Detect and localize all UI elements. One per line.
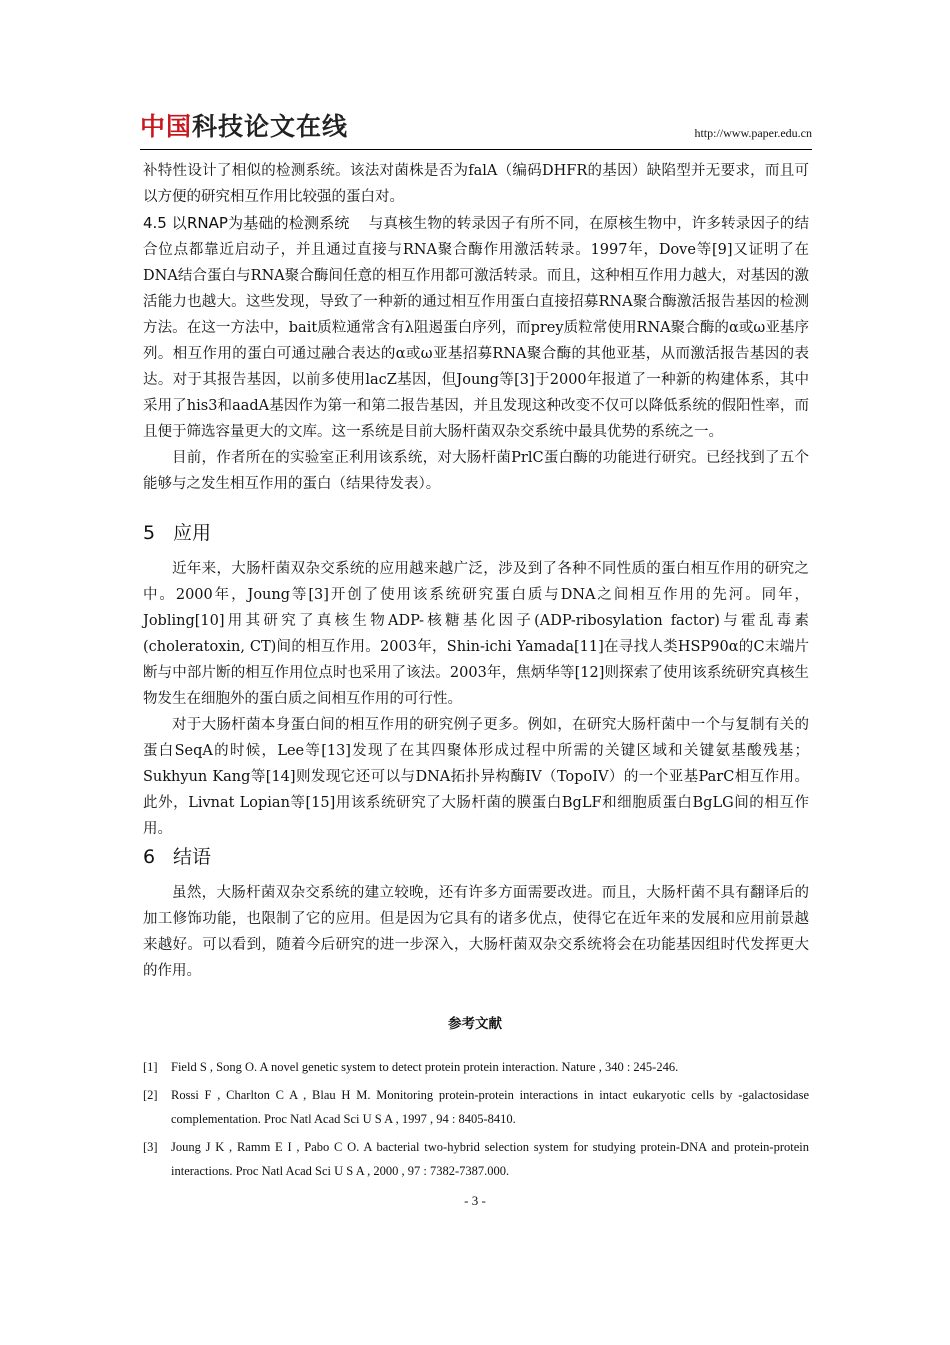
header-url[interactable]: http://www.paper.edu.cn: [694, 126, 812, 140]
body-block-3: [143, 880, 809, 984]
page-number: - 3 -: [464, 1193, 486, 1208]
reference-number: [2]: [143, 1088, 158, 1102]
journal-logo: [140, 112, 348, 142]
body-block-1: [143, 158, 809, 497]
subsection-heading-4-5: 4.5 以RNAP为基础的检测系统: [143, 214, 350, 232]
reference-item: [143, 1135, 809, 1183]
reference-text: Rossi F , Charlton C A , Blau H M. Monitoring protein-protein interactions in intact eukaryotic cells by -galactosidase complementation. Proc Natl Acad Sci U S A , 1997 , 94 : 8405-8410.: [171, 1088, 809, 1126]
section-number: 5: [143, 522, 156, 544]
references-title: 参考文献: [448, 1016, 502, 1032]
reference-number: [3]: [143, 1140, 158, 1154]
header-rule: [140, 149, 812, 150]
paragraph-application-2: 对于大肠杆菌本身蛋白间的相互作用的研究例子更多。例如，在研究大肠杆菌中一个与复制有关的蛋白SeqA的时候，Lee等[13]发现了在其四聚体形成过程中所需的关键区域和关键氨基酸残基；Sukhyun Kang等[14]则发现它还可以与DNA拓扑异构酶IV（TopoIV）的一个亚基ParC相互作用。此外，Livnat Lopian等[15]用该系统研究了大肠杆菌的膜蛋白BgLF和细胞质蛋白BgLG间的相互作用。: [143, 717, 809, 837]
body-block-2: [143, 556, 809, 842]
reference-text: Field S , Song O. A novel genetic system to detect protein protein interaction. Nature , 340 : 245-246.: [171, 1060, 679, 1074]
paragraph-lab: 目前，作者所在的实验室正利用该系统，对大肠杆菌PrlC蛋白酶的功能进行研究。已经找到了五个能够与之发生相互作用的蛋白（结果待发表）。: [143, 450, 809, 492]
logo-red-text: 中国: [140, 112, 193, 141]
section-heading-6: [143, 844, 211, 870]
paragraph-4-5-text: 与真核生物的转录因子有所不同，在原核生物中，许多转录因子的结合位点都靠近启动子，并且通过直接与RNA聚合酶作用激活转录。1997年，Dove等[9]又证明了在DNA结合蛋白与RNA聚合酶间任意的相互作用都可激活转录。而且，这种相互作用力越大，对基因的激活能力也越大。这些发现，导致了一种新的通过相互作用蛋白直接招募RNA聚合酶激活报告基因的检测方法。在这一方法中，bait质粒通常含有λ阻遏蛋白序列，而prey质粒常使用RNA聚合酶的α或ω亚基序列。相互作用的蛋白可通过融合表达的α或ω亚基招募RNA聚合酶的其他亚基，从而激活报告基因的表达。对于其报告基因，以前多使用lacZ基因，但Joung等[3]于2000年报道了一种新的构建体系，其中采用了his3和aadA基因作为第一和第二报告基因，并且发现这种改变不仅可以降低系统的假阳性率，而且便于筛选容量更大的文库。这一系统是目前大肠杆菌双杂交系统中最具优势的系统之一。: [143, 216, 810, 440]
paragraph-4-5: [143, 210, 809, 445]
reference-number: [1]: [143, 1060, 158, 1074]
reference-list: [143, 1055, 809, 1187]
reference-item: [143, 1055, 809, 1079]
section-number: 6: [143, 846, 156, 868]
page-header: [140, 112, 812, 148]
section-heading-5: [143, 520, 211, 546]
paragraph-intro: 补特性设计了相似的检测系统。该法对菌株是否为falA（编码DHFR的基因）缺陷型并无要求，而且可以方便的研究相互作用比较强的蛋白对。: [143, 163, 809, 205]
paragraph-conclusion: 虽然，大肠杆菌双杂交系统的建立较晚，还有许多方面需要改进。而且，大肠杆菌不具有翻译后的加工修饰功能，也限制了它的应用。但是因为它具有的诸多优点，使得它在近年来的发展和应用前景越来越好。可以看到，随着今后研究的进一步深入，大肠杆菌双杂交系统将会在功能基因组时代发挥更大的作用。: [143, 885, 809, 979]
section-title: 结语: [173, 846, 212, 868]
paragraph-application-1: 近年来，大肠杆菌双杂交系统的应用越来越广泛，涉及到了各种不同性质的蛋白相互作用的研究之中。2000年，Joung等[3]开创了使用该系统研究蛋白质与DNA之间相互作用的先河。同年，Jobling[10]用其研究了真核生物ADP-核糖基化因子(ADP-ribosylation factor)与霍乱毒素(choleratoxin, CT)间的相互作用。2003年，Shin-ichi Yamada[11]在寻找人类HSP90α的C末端片断与中部片断的相互作用位点时也采用了该法。2003年，焦炳华等[12]则探索了使用该系统研究真核生物发生在细胞外的蛋白质之间相互作用的可行性。: [143, 561, 809, 707]
logo-dark-text: 科技论文在线: [192, 112, 349, 141]
section-title: 应用: [173, 522, 212, 544]
reference-item: [143, 1083, 809, 1131]
reference-text: Joung J K , Ramm E I , Pabo C O. A bacterial two-hybrid selection system for studying protein-DNA and protein-protein interactions. Proc Natl Acad Sci U S A , 2000 , 97 : 7382-7387.000.: [171, 1140, 809, 1178]
